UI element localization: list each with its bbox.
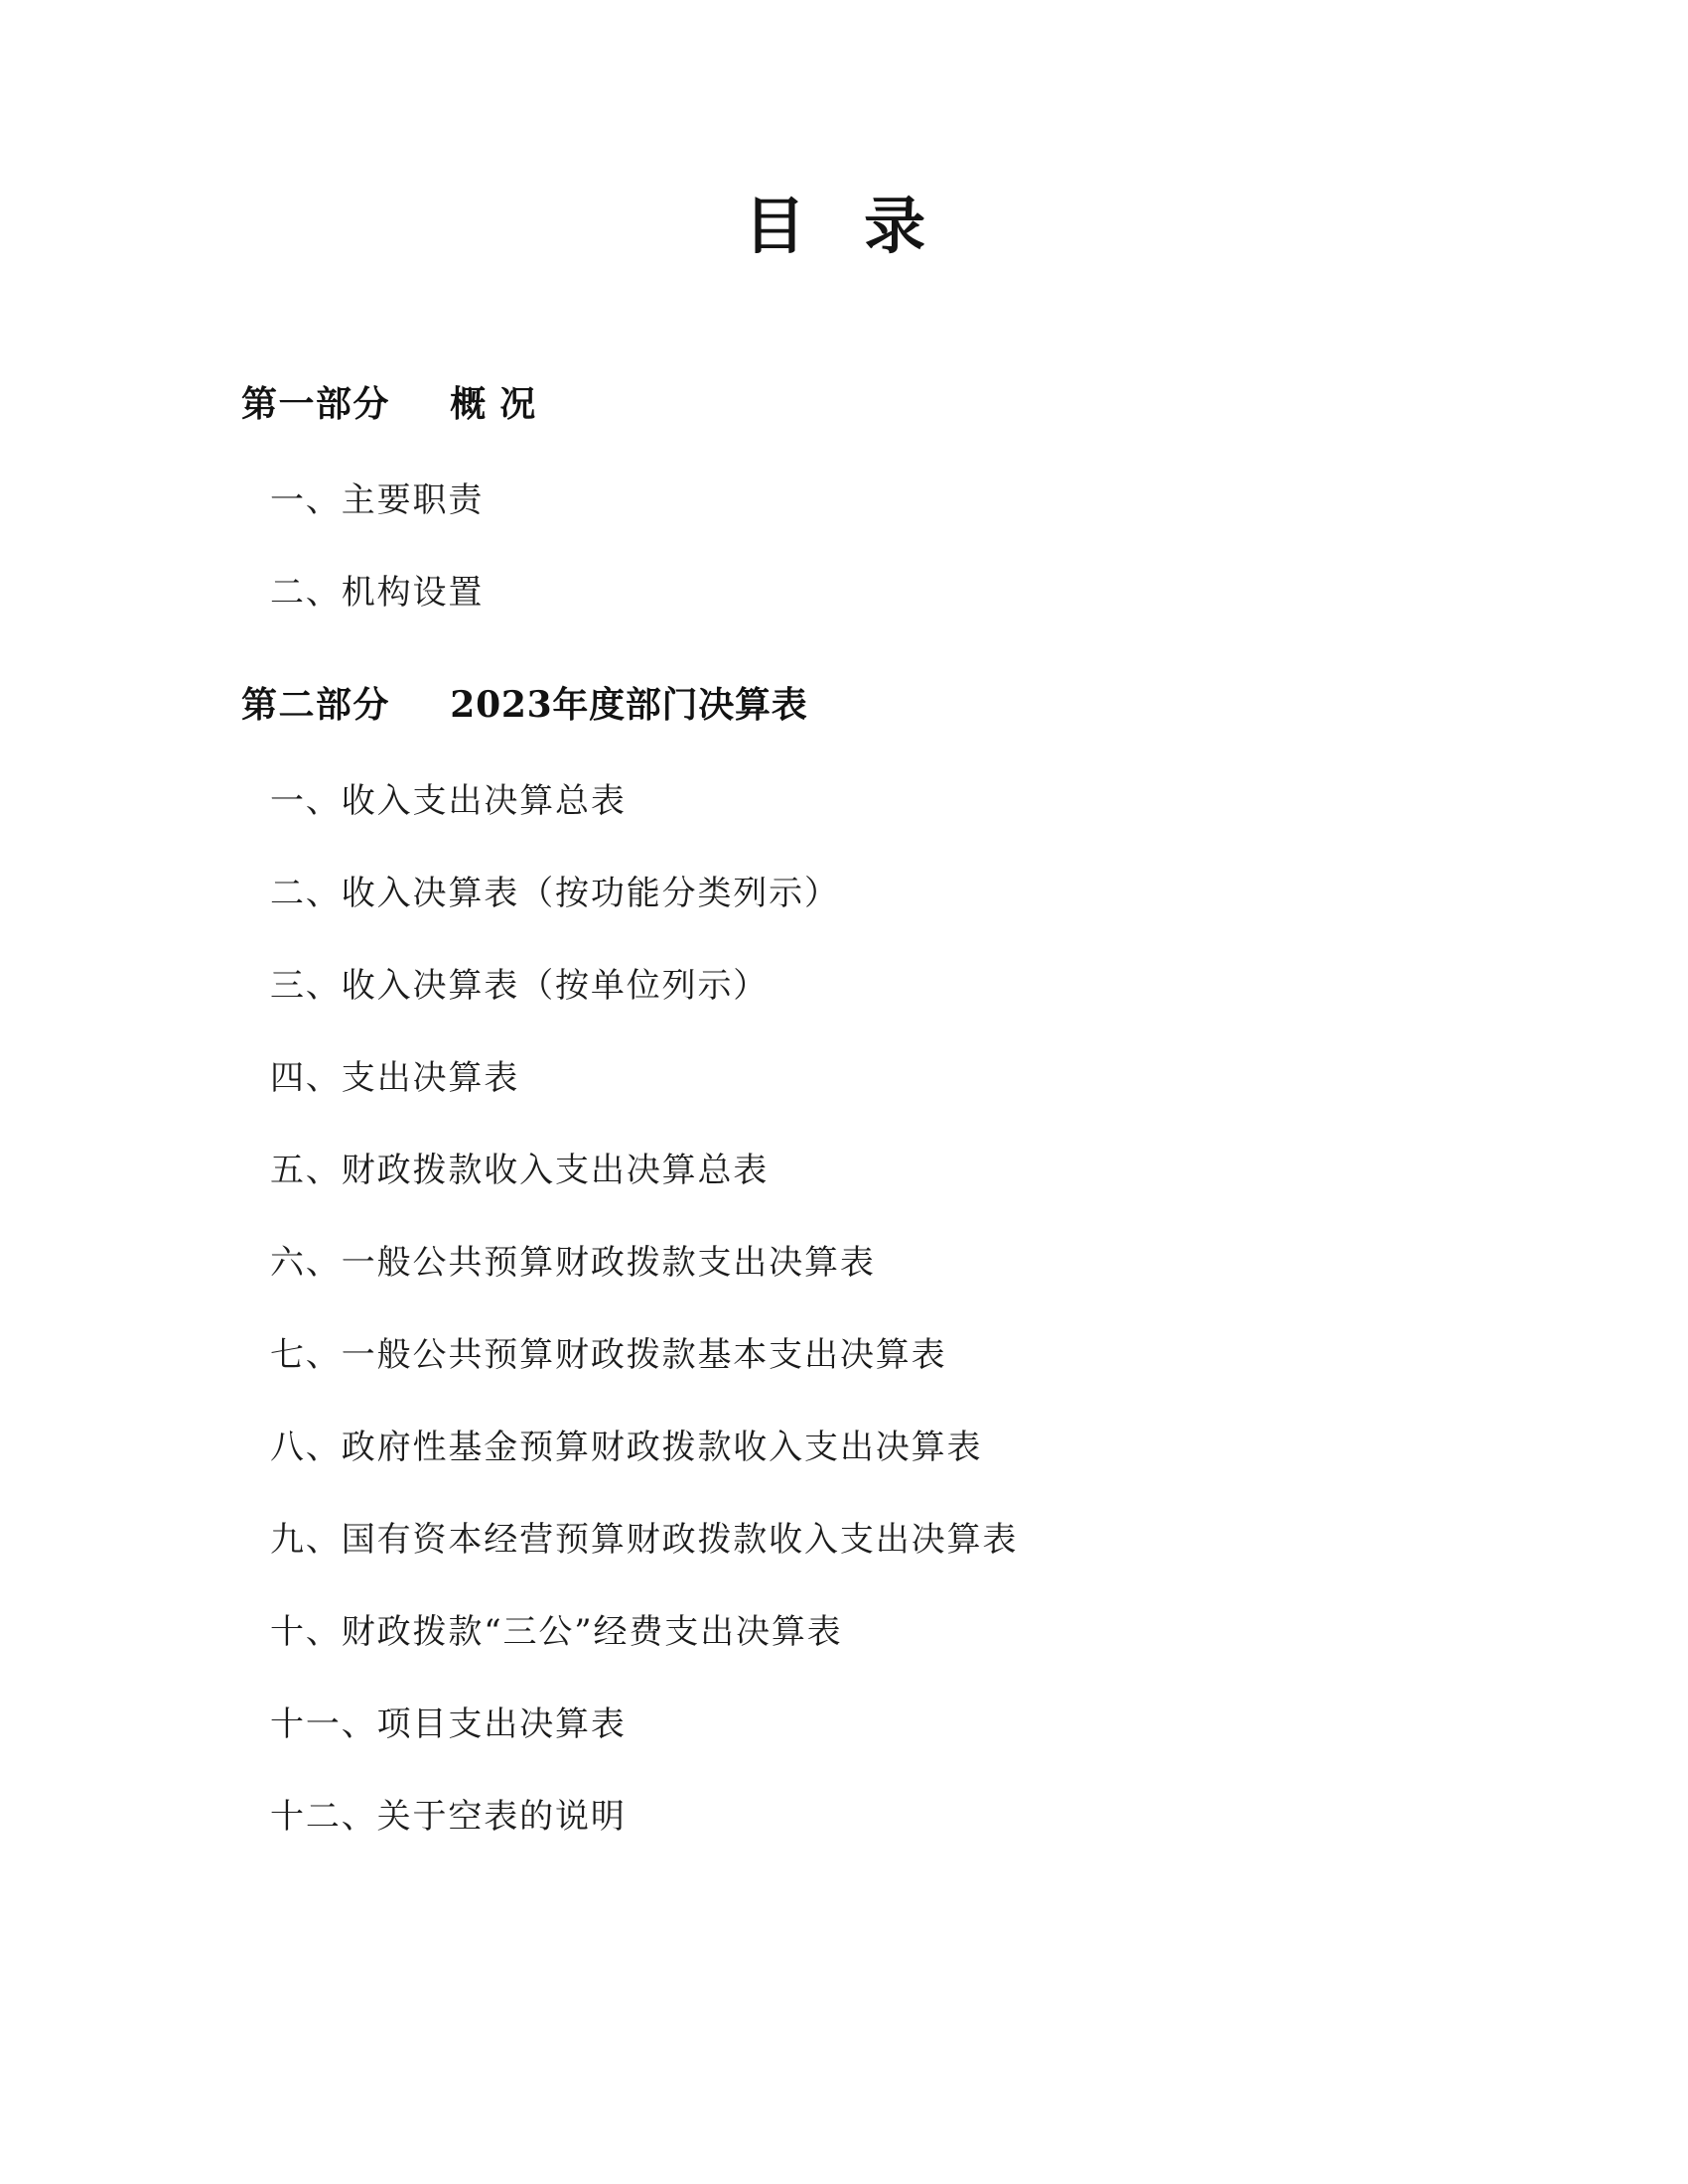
toc-section-heading-2 (0, 677, 1688, 728)
toc-entry[interactable]: 十、财政拨款“三公”经费支出决算表 (270, 1612, 843, 1652)
toc-section-label-2: 第二部分 (241, 684, 390, 726)
toc-entry[interactable]: 十一、项目支出决算表 (270, 1705, 627, 1744)
toc-entry[interactable]: 一、收入支出决算总表 (270, 781, 627, 821)
toc-section-label-1: 第一部分 (241, 383, 390, 425)
toc-entry[interactable]: 七、一般公共预算财政拨款基本支出决算表 (270, 1335, 947, 1375)
toc-entry[interactable]: 三、收入决算表（按单位列示） (270, 966, 770, 1006)
page-title: 目 录 (744, 190, 944, 262)
toc-section-heading-1 (0, 376, 1688, 427)
toc-entry[interactable]: 六、一般公共预算财政拨款支出决算表 (270, 1243, 876, 1283)
toc-section-title-1: 概 况 (450, 383, 536, 425)
toc-entry[interactable]: 八、政府性基金预算财政拨款收入支出决算表 (270, 1428, 983, 1467)
table-of-contents (0, 376, 1688, 1838)
toc-entry[interactable]: 十二、关于空表的说明 (270, 1797, 627, 1837)
toc-entry[interactable]: 九、国有资本经营预算财政拨款收入支出决算表 (270, 1520, 1019, 1560)
toc-entry[interactable]: 一、主要职责 (270, 480, 485, 520)
toc-entry[interactable]: 二、机构设置 (270, 573, 485, 613)
toc-entry[interactable]: 四、支出决算表 (270, 1058, 520, 1098)
toc-entry[interactable]: 二、收入决算表（按功能分类列示） (270, 874, 840, 913)
toc-section-title-2: 2023年度部门决算表 (450, 684, 808, 726)
toc-entry[interactable]: 五、财政拨款收入支出决算总表 (270, 1151, 770, 1190)
